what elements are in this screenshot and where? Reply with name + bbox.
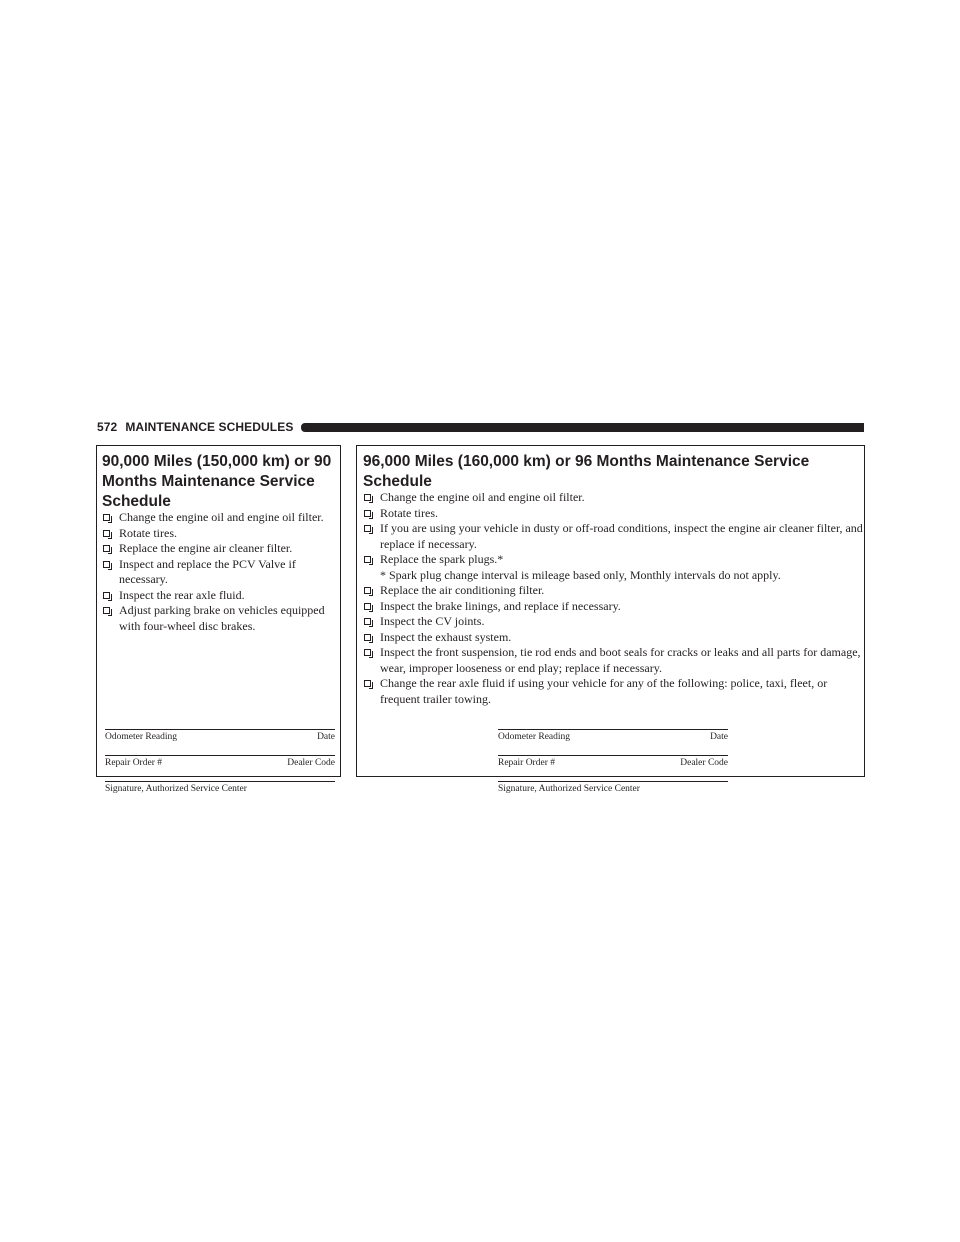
checklist-item: Rotate tires. (363, 506, 863, 522)
checklist-item: Inspect the front suspension, tie rod ends and boot seals for cracks or leaks and all parts for damage, wear, improper looseness or end play; replace if necessary. (363, 645, 863, 676)
checkbox-icon[interactable] (364, 680, 371, 687)
checklist-item: Inspect the CV joints. (363, 614, 863, 630)
date-label: Date (317, 732, 335, 742)
odometer-line[interactable] (105, 729, 335, 755)
signature-label: Signature, Authorized Service Center (498, 784, 640, 794)
checklist-item: Inspect the exhaust system. (363, 630, 863, 646)
checklist-item: Replace the spark plugs.* * Spark plug change interval is mileage based only, Monthly intervals do not apply. (363, 552, 863, 583)
checkbox-icon[interactable] (364, 618, 371, 625)
checkbox-icon[interactable] (103, 561, 110, 568)
checklist-item: Rotate tires. (102, 526, 338, 542)
checklist-item: Change the engine oil and engine oil filter. (102, 510, 338, 526)
header-rule (301, 423, 864, 432)
checkbox-icon[interactable] (364, 556, 371, 563)
checkbox-icon[interactable] (103, 514, 110, 521)
checkbox-icon[interactable] (364, 649, 371, 656)
signature-block (498, 729, 728, 807)
checklist-item: Inspect the rear axle fluid. (102, 588, 338, 604)
dealer-code-label: Dealer Code (287, 758, 335, 768)
odometer-line[interactable] (498, 729, 728, 755)
schedule-90000 (96, 445, 341, 794)
section-title: MAINTENANCE SCHEDULES (125, 420, 294, 434)
spark-plug-note: * Spark plug change interval is mileage based only, Monthly intervals do not apply. (380, 567, 781, 582)
checkbox-icon[interactable] (364, 634, 371, 641)
dealer-code-label: Dealer Code (680, 758, 728, 768)
signature-line[interactable] (105, 781, 335, 807)
checkbox-icon[interactable] (364, 525, 371, 532)
checkbox-icon[interactable] (364, 587, 371, 594)
repair-order-line[interactable] (105, 755, 335, 781)
checkbox-icon[interactable] (103, 592, 110, 599)
signature-label: Signature, Authorized Service Center (105, 784, 247, 794)
repair-order-line[interactable] (498, 755, 728, 781)
odometer-label: Odometer Reading (498, 732, 571, 742)
checkbox-icon[interactable] (364, 510, 371, 517)
signature-line[interactable] (498, 781, 728, 807)
checklist-item: Adjust parking brake on vehicles equipped with four-wheel disc brakes. (102, 603, 338, 634)
checkbox-icon[interactable] (364, 603, 371, 610)
checklist (102, 510, 338, 634)
checkbox-icon[interactable] (364, 494, 371, 501)
checkbox-icon[interactable] (103, 545, 110, 552)
date-label: Date (710, 732, 728, 742)
schedule-title: 90,000 Miles (150,000 km) or 90 Months Maintenance Service Schedule (102, 453, 332, 510)
schedule-title: 96,000 Miles (160,000 km) or 96 Months Maintenance Service Schedule (363, 453, 810, 490)
checklist-item: Change the engine oil and engine oil filter. (363, 490, 863, 506)
repair-order-label: Repair Order # (498, 758, 555, 768)
checklist-item: Replace the air conditioning filter. (363, 583, 863, 599)
repair-order-label: Repair Order # (105, 758, 162, 768)
odometer-label: Odometer Reading (105, 732, 178, 742)
signature-block (105, 729, 335, 807)
checklist-item: Inspect the brake linings, and replace if necessary. (363, 599, 863, 615)
checkbox-icon[interactable] (103, 607, 110, 614)
checklist-item: If you are using your vehicle in dusty or off-road conditions, inspect the engine air cleaner filter, and replace if necessary. (363, 521, 863, 552)
page-number: 572 (97, 420, 118, 434)
checklist-item: Inspect and replace the PCV Valve if necessary. (102, 557, 338, 588)
checkbox-icon[interactable] (103, 530, 110, 537)
schedule-96000 (356, 445, 865, 794)
checklist-item: Change the rear axle fluid if using your vehicle for any of the following: police, taxi, fleet, or frequent trailer towing. (363, 676, 863, 707)
page-header (97, 418, 864, 436)
checklist-item: Replace the engine air cleaner filter. (102, 541, 338, 557)
checklist (363, 490, 863, 707)
